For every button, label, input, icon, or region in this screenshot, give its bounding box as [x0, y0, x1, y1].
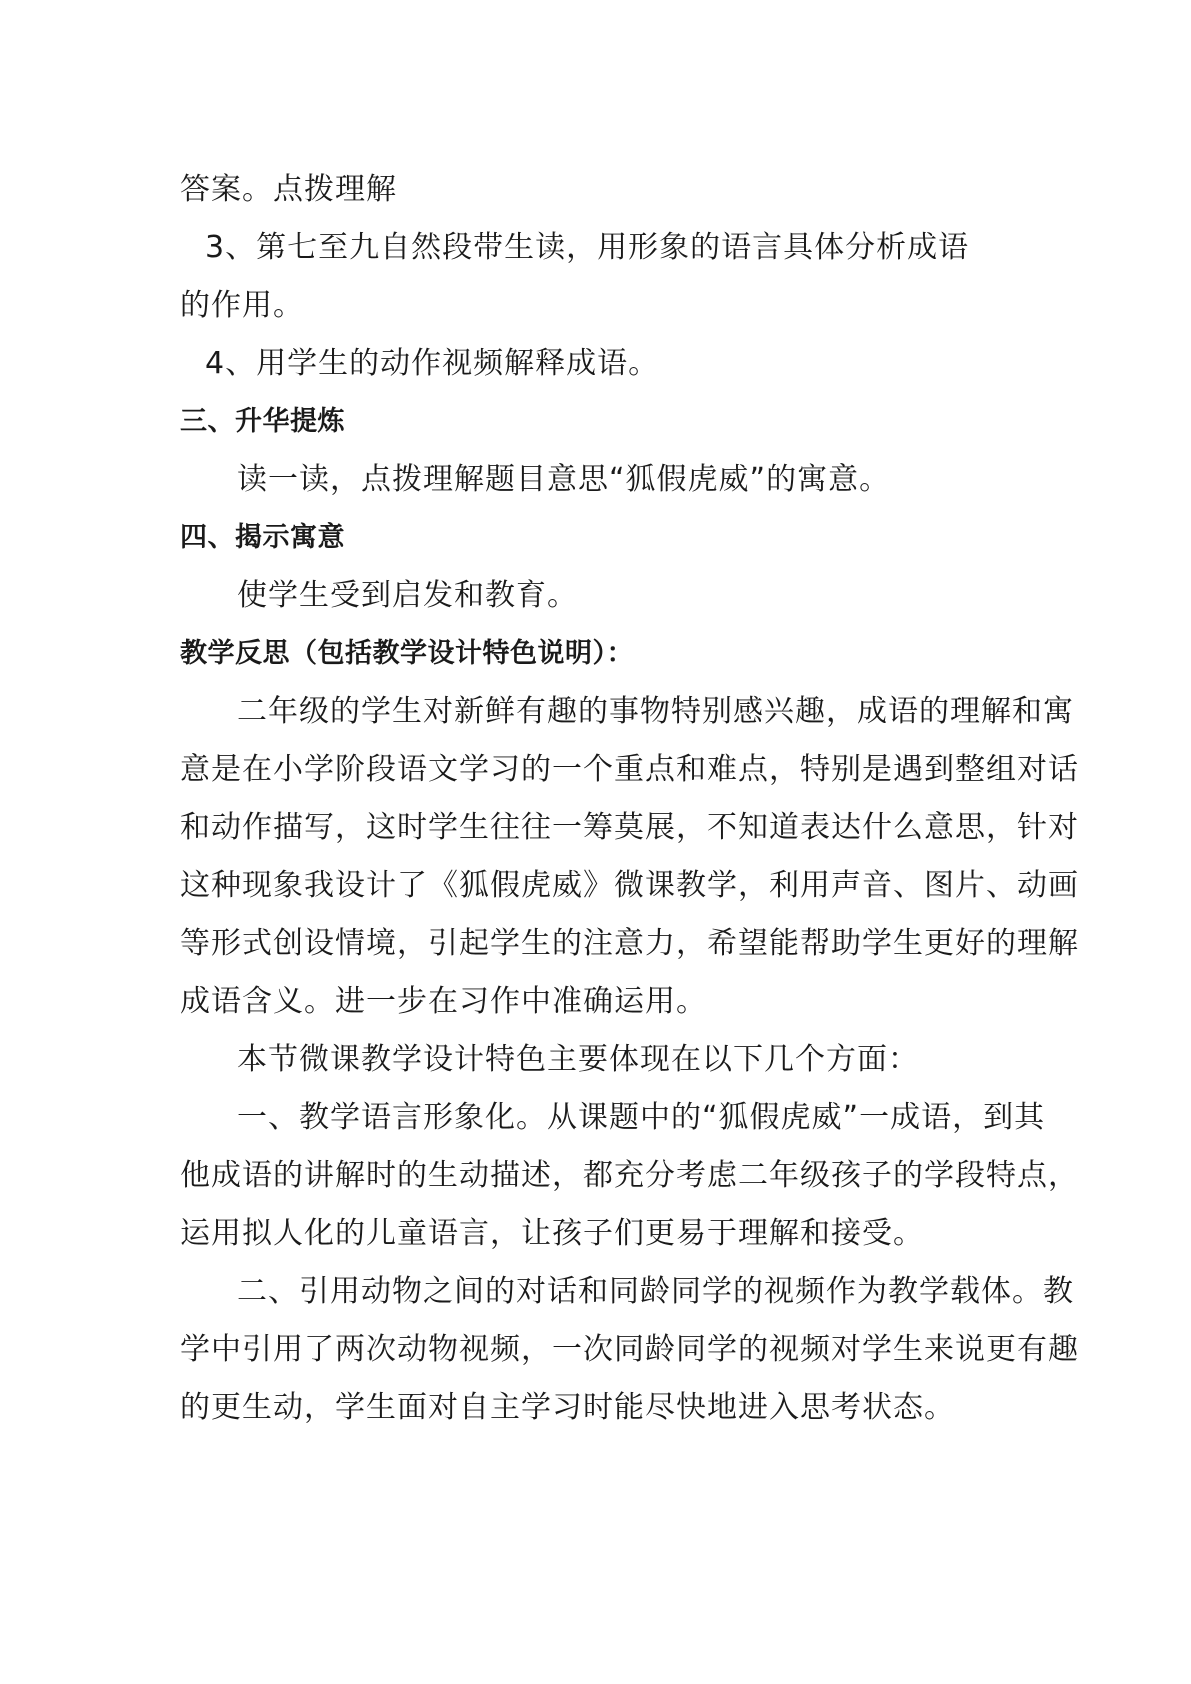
reflection-para-1-line-2: 意是在小学阶段语文学习的一个重点和难点，特别是遇到整组对话	[180, 752, 1079, 787]
step-3-line-1: 3、第七至九自然段带生读，用形象的语言具体分析成语	[205, 230, 970, 265]
feature-1-line-2: 他成语的讲解时的生动描述，都充分考虑二年级孩子的学段特点，	[180, 1158, 1079, 1193]
reflection-para-1-line-3: 和动作描写，这时学生往往一筹莫展，不知道表达什么意思，针对	[180, 810, 1079, 845]
feature-2-line-1: 二、引用动物之间的对话和同龄同学的视频作为教学载体。教	[237, 1274, 1074, 1309]
section-heading-3: 三、升华提炼	[180, 406, 345, 437]
feature-1-line-3: 运用拟人化的儿童语言，让孩子们更易于理解和接受。	[180, 1216, 924, 1251]
section-4-text: 使学生受到启发和教育。	[237, 578, 578, 613]
reflection-para-1-line-4: 这种现象我设计了《狐假虎威》微课教学，利用声音、图片、动画	[180, 868, 1079, 903]
text-line-answer: 答案。点拨理解	[180, 172, 397, 207]
step-3-line-2: 的作用。	[180, 288, 304, 323]
feature-1-line-1: 一、教学语言形象化。从课题中的“狐假虎威”一成语，到其	[237, 1100, 1046, 1135]
features-intro: 本节微课教学设计特色主要体现在以下几个方面：	[237, 1042, 919, 1077]
section-heading-4: 四、揭示寓意	[180, 522, 345, 553]
step-4-line: 4、用学生的动作视频解释成语。	[205, 346, 660, 381]
reflection-para-1-line-1: 二年级的学生对新鲜有趣的事物特别感兴趣，成语的理解和寓	[237, 694, 1074, 729]
reflection-para-1-line-6: 成语含义。进一步在习作中准确运用。	[180, 984, 707, 1019]
reflection-para-1-line-5: 等形式创设情境，引起学生的注意力，希望能帮助学生更好的理解	[180, 926, 1079, 961]
feature-2-line-2: 学中引用了两次动物视频，一次同龄同学的视频对学生来说更有趣	[180, 1332, 1079, 1367]
feature-2-line-3: 的更生动，学生面对自主学习时能尽快地进入思考状态。	[180, 1390, 955, 1425]
section-3-text: 读一读，点拨理解题目意思“狐假虎威”的寓意。	[237, 462, 891, 497]
reflection-heading: 教学反思（包括教学设计特色说明）：	[180, 638, 634, 669]
